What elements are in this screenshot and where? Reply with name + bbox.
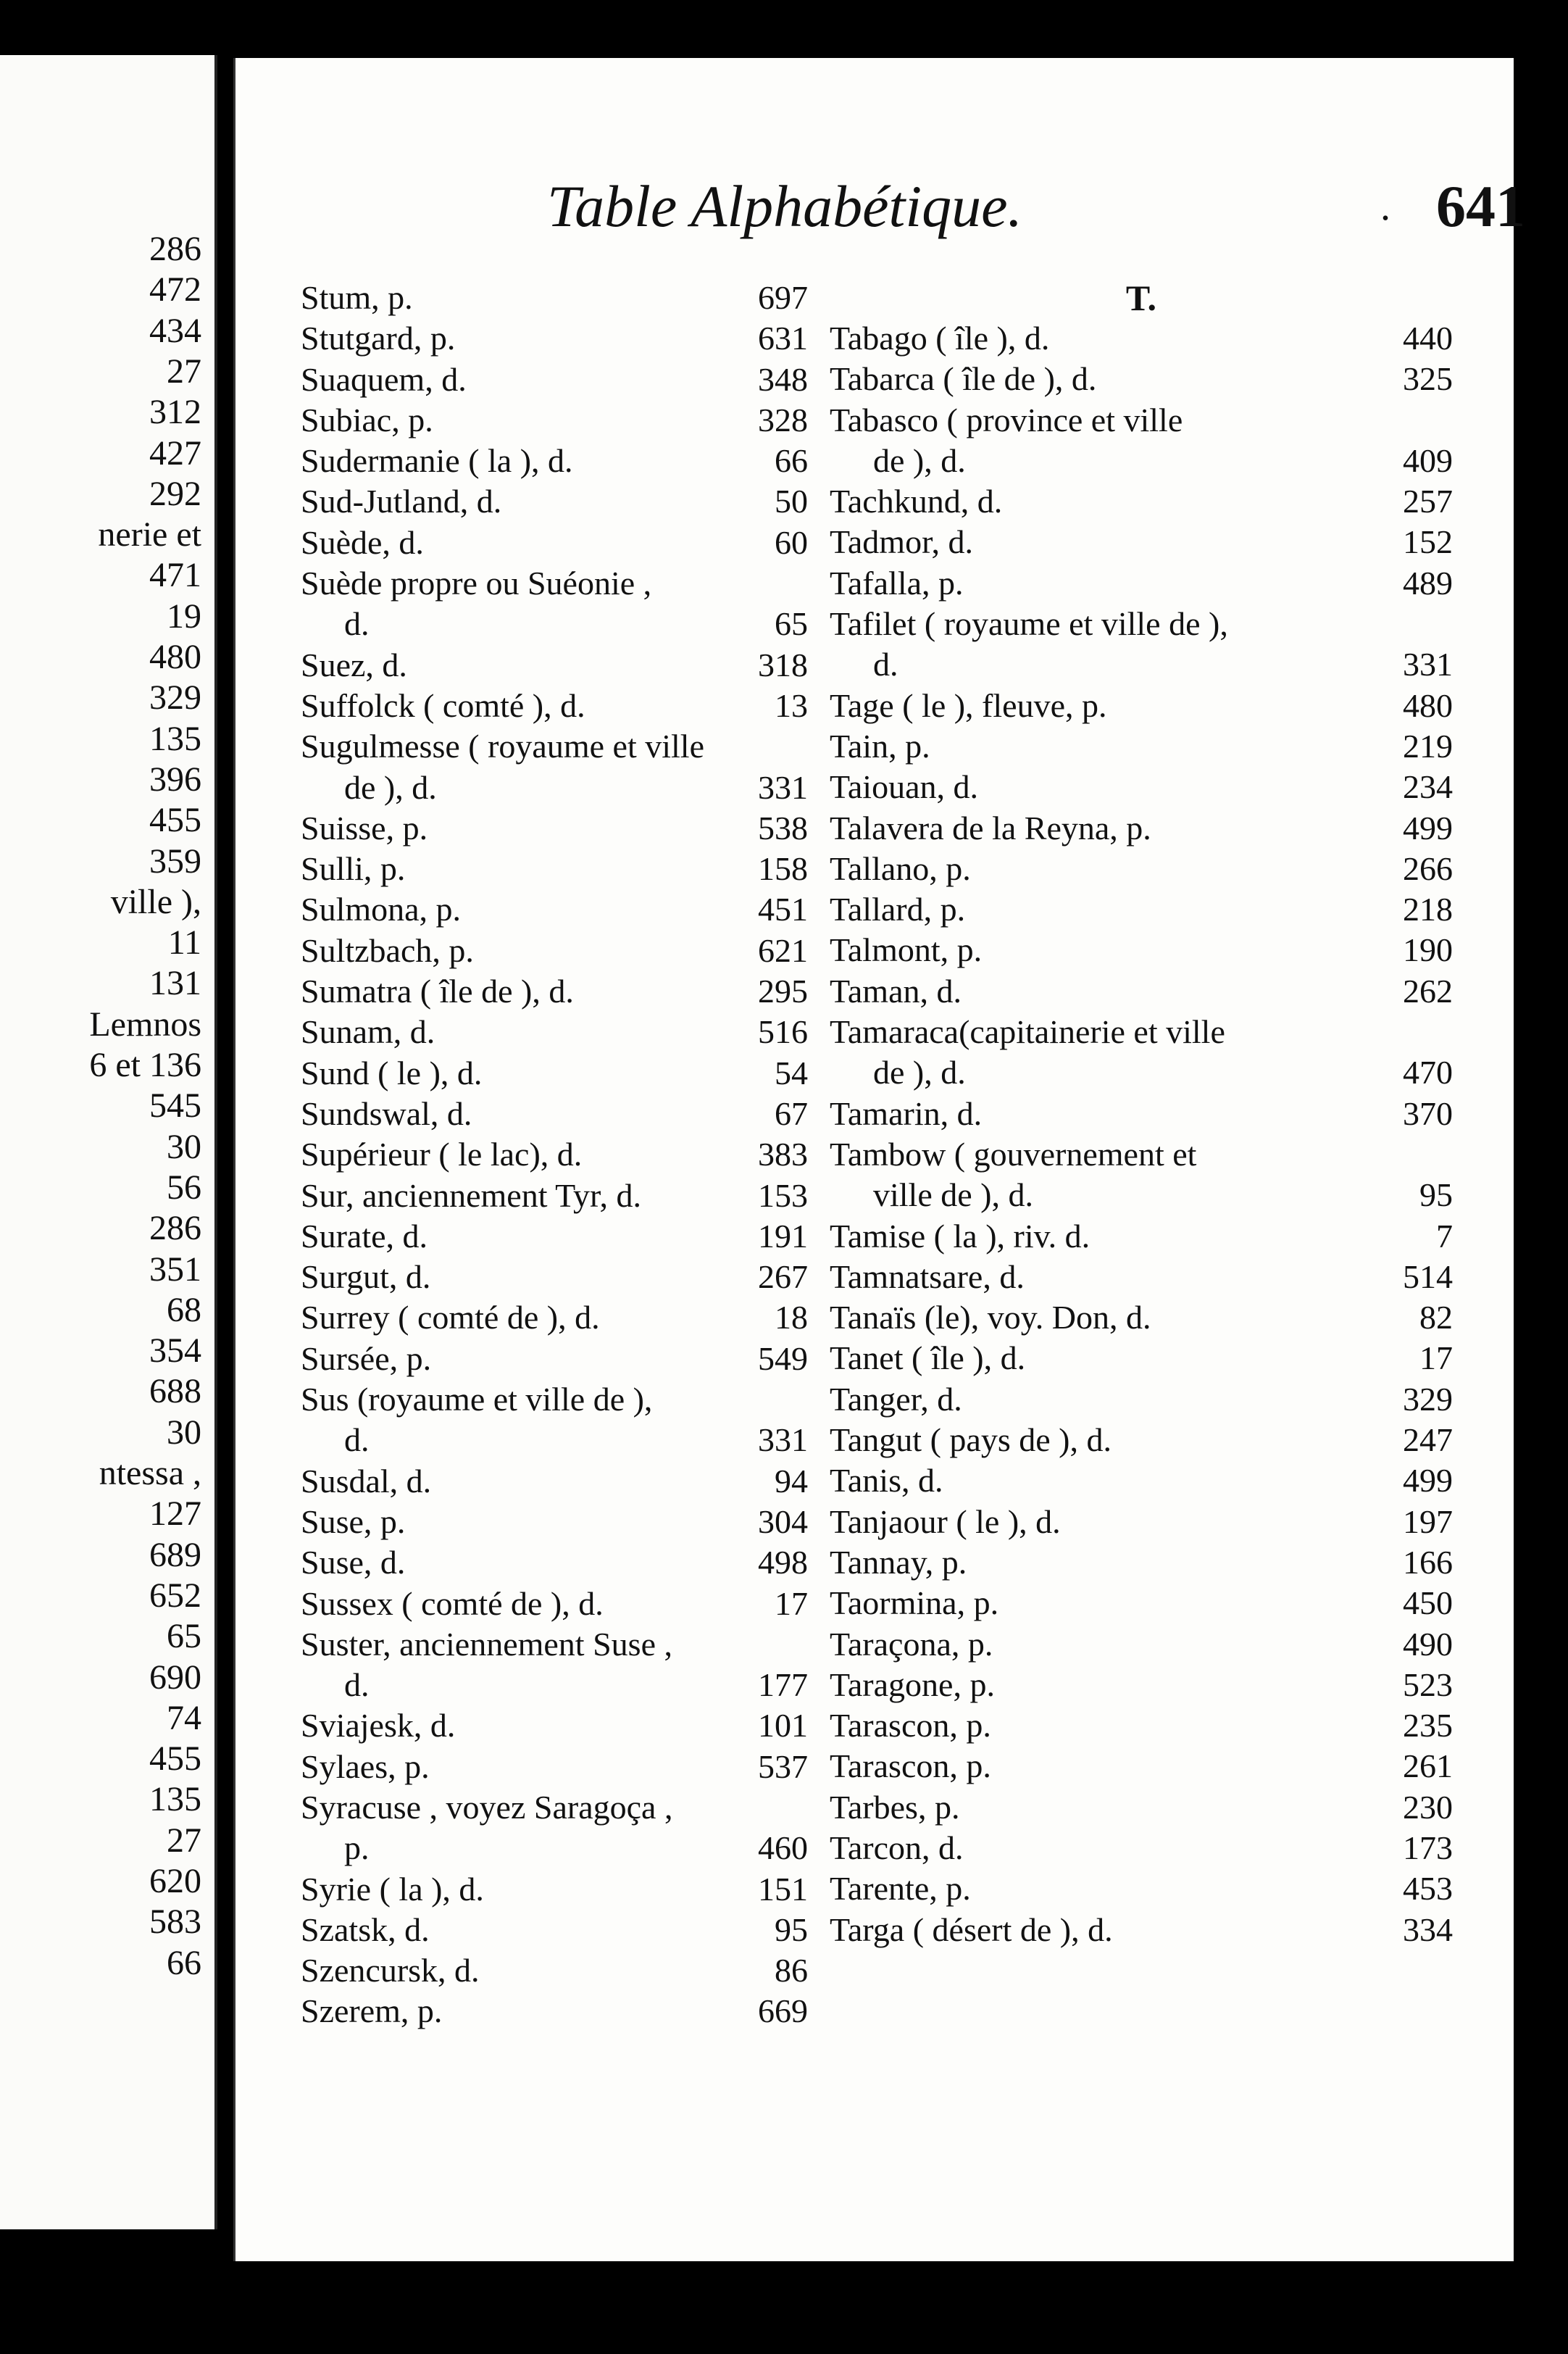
entry-name: Sylaes, p. (301, 1747, 430, 1785)
margin-fragment: ville ), (110, 882, 201, 921)
entry-page-number: 498 (758, 1544, 808, 1581)
index-entry (301, 1094, 808, 1134)
entry-page-number: 499 (1403, 809, 1453, 847)
margin-fragment: 329 (149, 678, 201, 718)
index-entry (830, 1297, 1453, 1338)
index-entry (301, 400, 808, 441)
entry-page-number: 631 (758, 320, 808, 357)
entry-name: Stum, p. (301, 279, 413, 316)
entry-page-number: 235 (1403, 1707, 1453, 1744)
entry-name: Tamarin, d. (830, 1094, 983, 1132)
entry-name: Tadmor, d. (830, 523, 974, 561)
entry-page-number: 152 (1403, 523, 1453, 561)
entry-page-number: 261 (1403, 1747, 1453, 1785)
header-dot: . (1380, 184, 1390, 229)
index-entry (830, 522, 1453, 562)
entry-page-number: 173 (1403, 1829, 1453, 1866)
index-entry (301, 1787, 808, 1828)
page-header (547, 167, 1525, 246)
index-entry (301, 318, 808, 359)
index-entry (301, 481, 808, 522)
entry-page-number: 7 (1436, 1217, 1453, 1255)
entry-name: Sviajesk, d. (301, 1707, 456, 1744)
index-entry (830, 1583, 1453, 1623)
entry-page-number: 453 (1403, 1870, 1453, 1908)
entry-name: Tarente, p. (830, 1870, 971, 1908)
entry-name: ville de ), d. (873, 1176, 1033, 1214)
entry-name: Tain, p. (830, 727, 930, 765)
margin-fragment: 6 et 136 (89, 1046, 201, 1084)
entry-page-number: 538 (758, 809, 808, 847)
index-entry (830, 1502, 1453, 1542)
entry-page-number: 331 (758, 768, 808, 806)
entry-name: Suster, anciennement Suse , (301, 1625, 672, 1663)
index-entry (830, 849, 1453, 889)
index-entry (830, 1379, 1453, 1420)
index-entry (301, 1991, 808, 2031)
entry-name: Suffolck ( comté ), d. (301, 686, 585, 724)
index-page (233, 58, 1525, 2261)
margin-fragment: 65 (167, 1617, 201, 1656)
index-entry (301, 1869, 808, 1910)
section-letter: T. (1125, 278, 1157, 318)
index-entry (830, 971, 1453, 1012)
entry-page-number: 13 (775, 686, 808, 724)
index-entry (830, 686, 1453, 726)
entry-name: Sundswal, d. (301, 1094, 472, 1132)
index-entry (830, 930, 1453, 970)
index-entry (830, 1052, 1453, 1093)
entry-page-number: 621 (758, 931, 808, 969)
index-entry (301, 1461, 808, 1502)
entry-page-number: 267 (758, 1258, 808, 1296)
index-entry (301, 441, 808, 481)
entry-name: Sulli, p. (301, 850, 406, 888)
entry-name: Tafilet ( royaume et ville de ), (830, 605, 1228, 643)
entry-name: Surgut, d. (301, 1258, 431, 1296)
entry-name: Sugulmesse ( royaume et ville (301, 728, 704, 765)
margin-fragment: 286 (149, 230, 201, 268)
entry-name: Sunam, d. (301, 1013, 435, 1051)
entry-page-number: 516 (758, 1013, 808, 1051)
margin-fragment: 689 (149, 1535, 201, 1574)
index-entry (301, 1502, 808, 1542)
entry-page-number: 17 (1419, 1339, 1453, 1377)
margin-fragment: 312 (149, 393, 201, 432)
margin-fragment: 68 (167, 1290, 201, 1329)
entry-name: Tarascon, p. (830, 1707, 991, 1744)
entry-page-number: 262 (1403, 972, 1453, 1010)
index-entry (830, 400, 1453, 441)
entry-page-number: 460 (758, 1829, 808, 1867)
entry-name: Tanjaour ( le ), d. (830, 1502, 1061, 1540)
index-entry (830, 563, 1453, 604)
entry-page-number: 60 (775, 523, 808, 561)
entry-name: Tarbes, p. (830, 1788, 960, 1826)
index-entry (830, 808, 1453, 849)
entry-page-number: 158 (758, 850, 808, 888)
entry-name: Tallard, p. (830, 891, 966, 928)
entry-name: Talavera de la Reyna, p. (830, 809, 1151, 847)
index-entry (301, 1134, 808, 1175)
entry-page-number: 95 (1419, 1176, 1453, 1214)
index-column-right (830, 278, 1453, 2147)
index-entry (830, 604, 1453, 644)
index-entry (301, 768, 808, 808)
entry-page-number: 409 (1403, 441, 1453, 479)
entry-name: de ), d. (344, 768, 437, 806)
entry-name: Suède propre ou Suéonie , (301, 565, 652, 602)
entry-page-number: 451 (758, 891, 808, 928)
entry-name: Tanaïs (le), voy. Don, d. (830, 1299, 1151, 1336)
entry-name: Tabarca ( île de ), d. (830, 360, 1097, 398)
entry-page-number: 218 (1403, 891, 1453, 928)
entry-page-number: 537 (758, 1747, 808, 1785)
entry-name: Suse, d. (301, 1544, 406, 1581)
index-entry (301, 1747, 808, 1787)
index-entry (301, 604, 808, 644)
index-entry (301, 1339, 808, 1379)
index-entry (301, 1379, 808, 1420)
entry-name: Tanet ( île ), d. (830, 1339, 1026, 1377)
margin-fragment: 27 (167, 1821, 201, 1860)
entry-name: d. (344, 1666, 370, 1704)
entry-name: Talmont, p. (830, 931, 983, 969)
entry-name: Tarcon, d. (830, 1829, 964, 1866)
margin-fragment: 351 (149, 1249, 201, 1289)
entry-page-number: 101 (758, 1707, 808, 1744)
index-entry (830, 1828, 1453, 1868)
index-entry (830, 441, 1453, 481)
index-entry (301, 849, 808, 889)
entry-name: d. (344, 605, 370, 643)
entry-name: Sus (royaume et ville de ), (301, 1381, 653, 1418)
index-entry (830, 1338, 1453, 1378)
entry-page-number: 50 (775, 483, 808, 520)
index-entry (830, 1705, 1453, 1746)
margin-fragment: 19 (167, 596, 201, 636)
entry-page-number: 266 (1403, 849, 1453, 887)
margin-fragment: 127 (149, 1494, 201, 1534)
entry-page-number: 480 (1403, 686, 1453, 724)
index-entry (301, 931, 808, 971)
margin-fragment: 471 (149, 556, 201, 595)
page-title: Table Alphabétique. (547, 173, 1022, 239)
page-number: 641 (1436, 173, 1525, 239)
index-entry (301, 686, 808, 726)
entry-name: de ), d. (873, 1054, 966, 1091)
entry-page-number: 177 (758, 1666, 808, 1704)
index-entry (830, 1094, 1453, 1134)
index-entry (830, 1665, 1453, 1705)
index-entry (301, 889, 808, 930)
margin-fragment: 286 (149, 1209, 201, 1248)
margin-fragment: 583 (149, 1902, 201, 1942)
entry-name: Sud-Jutland, d. (301, 483, 502, 520)
entry-name: Tamise ( la ), riv. d. (830, 1217, 1090, 1255)
index-entry (301, 1420, 808, 1460)
entry-name: Tabago ( île ), d. (830, 320, 1050, 357)
entry-name: Suse, p. (301, 1502, 406, 1540)
index-entry (301, 1257, 808, 1297)
index-entry (830, 1134, 1453, 1175)
margin-fragment: 66 (167, 1943, 201, 1982)
margin-fragment: 688 (149, 1372, 201, 1411)
index-entry (301, 523, 808, 563)
index-entry (830, 1012, 1453, 1052)
entry-name: Tanis, d. (830, 1462, 943, 1500)
entry-name: Tamaraca(capitainerie et ville (830, 1013, 1225, 1051)
margin-fragment: 27 (167, 352, 201, 391)
index-entry (830, 767, 1453, 807)
entry-page-number: 166 (1403, 1543, 1453, 1581)
index-entry (301, 1665, 808, 1705)
entry-page-number: 54 (775, 1054, 808, 1091)
entry-name: Syracuse , voyez Saragoça , (301, 1788, 673, 1826)
entry-name: Tachkund, d. (830, 483, 1003, 520)
entry-page-number: 304 (758, 1502, 808, 1540)
entry-page-number: 67 (775, 1094, 808, 1132)
entry-page-number: 86 (775, 1952, 808, 1989)
margin-fragment: 480 (149, 638, 201, 676)
entry-name: Sussex ( comté de ), d. (301, 1584, 604, 1622)
entry-name: Szerem, p. (301, 1992, 443, 2030)
index-entry (301, 1910, 808, 1950)
entry-page-number: 219 (1403, 727, 1453, 765)
index-entry (301, 1542, 808, 1583)
entry-page-number: 470 (1403, 1054, 1453, 1091)
entry-page-number: 191 (758, 1217, 808, 1255)
entry-name: Sumatra ( île de ), d. (301, 973, 574, 1010)
entry-name: Tallano, p. (830, 849, 971, 887)
entry-page-number: 295 (758, 973, 808, 1010)
entry-name: Tanger, d. (830, 1380, 962, 1418)
index-entry (301, 1828, 808, 1868)
index-entry (830, 1420, 1453, 1460)
margin-fragment: 131 (149, 964, 201, 1003)
entry-name: Szatsk, d. (301, 1910, 430, 1948)
index-entry (830, 1746, 1453, 1787)
entry-name: Tannay, p. (830, 1543, 967, 1581)
margin-fragment: 30 (167, 1413, 201, 1452)
index-entry (301, 726, 808, 767)
index-entry (301, 1012, 808, 1052)
entry-name: Syrie ( la ), d. (301, 1870, 484, 1908)
entry-page-number: 383 (758, 1136, 808, 1173)
entry-name: d. (873, 646, 898, 683)
entry-name: Sursée, p. (301, 1339, 432, 1377)
adjacent-page-sliver (0, 55, 217, 2229)
entry-name: Tafalla, p. (830, 564, 964, 602)
index-entry (301, 563, 808, 604)
margin-fragment: 56 (167, 1168, 201, 1207)
index-entry (830, 1624, 1453, 1665)
entry-page-number: 329 (1403, 1380, 1453, 1418)
entry-name: Tage ( le ), fleuve, p. (830, 686, 1107, 724)
margin-fragment: 354 (149, 1331, 201, 1371)
entry-name: Surate, d. (301, 1217, 428, 1255)
index-entry (830, 1460, 1453, 1501)
index-entry (301, 1176, 808, 1216)
entry-name: Sultzbach, p. (301, 931, 474, 969)
entry-page-number: 370 (1403, 1094, 1453, 1132)
entry-page-number: 230 (1403, 1788, 1453, 1826)
index-entry (830, 1910, 1453, 1950)
index-entry (301, 1624, 808, 1665)
entry-page-number: 325 (1403, 360, 1453, 398)
entry-name: Suède, d. (301, 523, 424, 561)
entry-name: Taman, d. (830, 972, 962, 1010)
entry-page-number: 153 (758, 1176, 808, 1214)
entry-page-number: 66 (775, 442, 808, 480)
margin-fragment: 135 (149, 719, 201, 758)
margin-fragment: 434 (149, 311, 201, 350)
entry-page-number: 348 (758, 360, 808, 398)
entry-name: Suisse, p. (301, 809, 428, 847)
entry-name: Targa ( désert de ), d. (830, 1910, 1113, 1948)
entry-page-number: 523 (1403, 1665, 1453, 1703)
entry-name: Tabasco ( province et ville (830, 401, 1183, 438)
index-entry (301, 808, 808, 849)
entry-page-number: 450 (1403, 1584, 1453, 1622)
entry-name: Tambow ( gouvernement et (830, 1135, 1197, 1173)
entry-page-number: 499 (1403, 1462, 1453, 1500)
entry-page-number: 234 (1403, 768, 1453, 806)
entry-page-number: 82 (1419, 1299, 1453, 1336)
margin-fragment: ntessa , (99, 1454, 201, 1492)
entry-page-number: 549 (758, 1339, 808, 1377)
entry-page-number: 18 (775, 1299, 808, 1336)
entry-name: Taraçona, p. (830, 1625, 993, 1663)
margin-fragment: 30 (167, 1127, 201, 1166)
margin-fragment: 690 (149, 1658, 201, 1697)
entry-page-number: 697 (758, 279, 808, 316)
entry-name: p. (344, 1829, 370, 1867)
margin-fragment: Lemnos (89, 1005, 201, 1044)
index-column-left (301, 278, 808, 2147)
entry-page-number: 331 (1403, 646, 1453, 683)
index-entry (830, 644, 1453, 685)
margin-fragment: 359 (149, 841, 201, 881)
index-entry (830, 359, 1453, 399)
entry-name: Taiouan, d. (830, 768, 979, 806)
entry-name: Surrey ( comté de ), d. (301, 1299, 600, 1336)
entry-page-number: 334 (1403, 1910, 1453, 1948)
index-entry (301, 278, 808, 318)
entry-name: Sulmona, p. (301, 891, 462, 928)
index-entry (301, 1216, 808, 1257)
entry-page-number: 190 (1403, 931, 1453, 969)
margin-fragment: 396 (149, 760, 201, 799)
index-entry (301, 1950, 808, 1991)
index-entry (301, 359, 808, 400)
index-entry (301, 1584, 808, 1624)
margin-fragment: 427 (149, 433, 201, 473)
entry-name: Sund ( le ), d. (301, 1054, 483, 1091)
entry-name: Tarascon, p. (830, 1747, 991, 1785)
entry-page-number: 489 (1403, 564, 1453, 602)
entry-page-number: 247 (1403, 1421, 1453, 1459)
entry-page-number: 318 (758, 646, 808, 683)
margin-fragment: 11 (167, 923, 201, 962)
entry-page-number: 490 (1403, 1625, 1453, 1663)
index-entry (301, 1053, 808, 1094)
index-entry (830, 1257, 1453, 1297)
margin-fragment: 620 (149, 1862, 201, 1900)
margin-fragment: 545 (149, 1086, 201, 1126)
entry-page-number: 17 (775, 1584, 808, 1622)
entry-name: Taragone, p. (830, 1665, 995, 1703)
index-entry (830, 726, 1453, 767)
entry-page-number: 95 (775, 1910, 808, 1948)
index-entry (830, 1868, 1453, 1909)
margin-fragment: 455 (149, 1739, 201, 1779)
entry-page-number: 331 (758, 1421, 808, 1459)
margin-fragment: nerie et (98, 515, 201, 554)
entry-page-number: 197 (1403, 1502, 1453, 1540)
entry-name: d. (344, 1421, 370, 1459)
entry-page-number: 669 (758, 1992, 808, 2030)
index-entry (301, 1297, 808, 1338)
entry-name: Taormina, p. (830, 1584, 999, 1622)
entry-name: Sur, anciennement Tyr, d. (301, 1176, 642, 1214)
entry-name: Supérieur ( le lac), d. (301, 1136, 583, 1173)
index-entry (830, 1216, 1453, 1257)
entry-page-number: 151 (758, 1870, 808, 1908)
entry-page-number: 440 (1403, 320, 1453, 357)
entry-name: Susdal, d. (301, 1462, 432, 1500)
margin-fragment: 292 (149, 474, 201, 513)
entry-page-number: 328 (758, 401, 808, 438)
entry-page-number: 257 (1403, 483, 1453, 520)
index-entry (830, 889, 1453, 930)
margin-fragment: 652 (149, 1576, 201, 1615)
entry-name: Subiac, p. (301, 401, 433, 438)
entry-page-number: 65 (775, 605, 808, 643)
index-entry (301, 1705, 808, 1746)
index-entry (830, 1542, 1453, 1583)
entry-name: Tangut ( pays de ), d. (830, 1421, 1112, 1459)
index-entry (830, 1175, 1453, 1215)
margin-fragment: 74 (167, 1698, 201, 1737)
entry-name: Szencursk, d. (301, 1952, 480, 1989)
entry-name: Suez, d. (301, 646, 407, 683)
index-entry (301, 971, 808, 1012)
entry-page-number: 514 (1403, 1257, 1453, 1295)
index-entry (830, 1787, 1453, 1828)
index-entry (301, 645, 808, 686)
margin-fragment: 135 (149, 1780, 201, 1819)
margin-fragment: 455 (149, 801, 201, 840)
entry-name: de ), d. (873, 441, 966, 479)
entry-name: Tamnatsare, d. (830, 1257, 1025, 1295)
index-entry (830, 318, 1453, 359)
margin-fragment: 472 (149, 270, 201, 309)
entry-name: Suaquem, d. (301, 360, 467, 398)
entry-name: Sudermanie ( la ), d. (301, 442, 573, 480)
index-entry (830, 481, 1453, 522)
entry-name: Stutgard, p. (301, 320, 456, 357)
entry-page-number: 94 (775, 1462, 808, 1500)
